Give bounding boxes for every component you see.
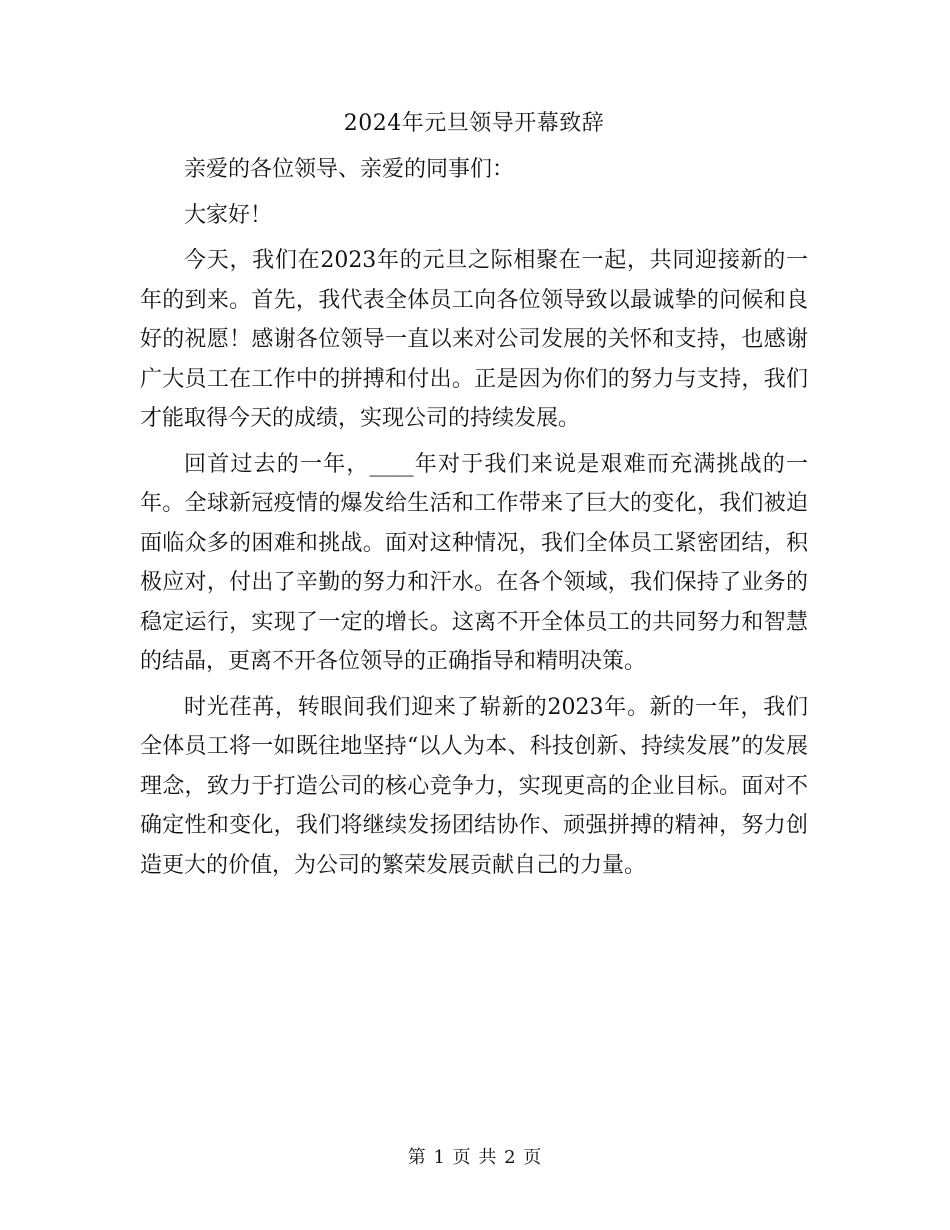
paragraph-outlook: 时光荏苒，转眼间我们迎来了崭新的2023年。新的一年，我们全体员工将一如既往地坚持“以人为本、科技创新、持续发展”的发展理念，致力于打造公司的核心竞争力，实现更高的企业目标。面对不确定性和变化，我们将继续发扬团结协作、顽强拼搏的精神，努力创造更大的价值，为公司的繁荣发展贡献自己的力量。 — [140, 694, 808, 878]
paragraph-review: 回首过去的一年，____年对于我们来说是艰难而充满挑战的一年。全球新冠疫情的爆发给生活和工作带来了巨大的变化，我们被迫面临众多的困难和挑战。面对这种情况，我们全体员工紧密团结，积极应对，付出了辛勤的努力和汗水。在各个领域，我们保持了业务的稳定运行，实现了一定的增长。这离不开全体员工的共同努力和智慧的结晶，更离不开各位领导的正确指导和精明决策。 — [140, 451, 808, 674]
paragraph-opening: 今天，我们在2023年的元旦之际相聚在一起，共同迎接新的一年的到来。首先，我代表全体员工向各位领导致以最诚挚的问候和良好的祝愿！感谢各位领导一直以来对公司发展的关怀和支持，也感谢广大员工在工作中的拼搏和付出。正是因为你们的努力与支持，我们才能取得今天的成绩，实现公司的持续发展。 — [140, 248, 808, 431]
salutation: 亲爱的各位领导、亲爱的同事们： — [184, 157, 515, 182]
page-number-footer: 第 1 页 共 2 页 — [407, 1147, 543, 1168]
document-title: 2024年元旦领导开幕致辞 — [343, 111, 605, 136]
document-body — [140, 104, 808, 891]
greeting: 大家好！ — [184, 202, 273, 228]
